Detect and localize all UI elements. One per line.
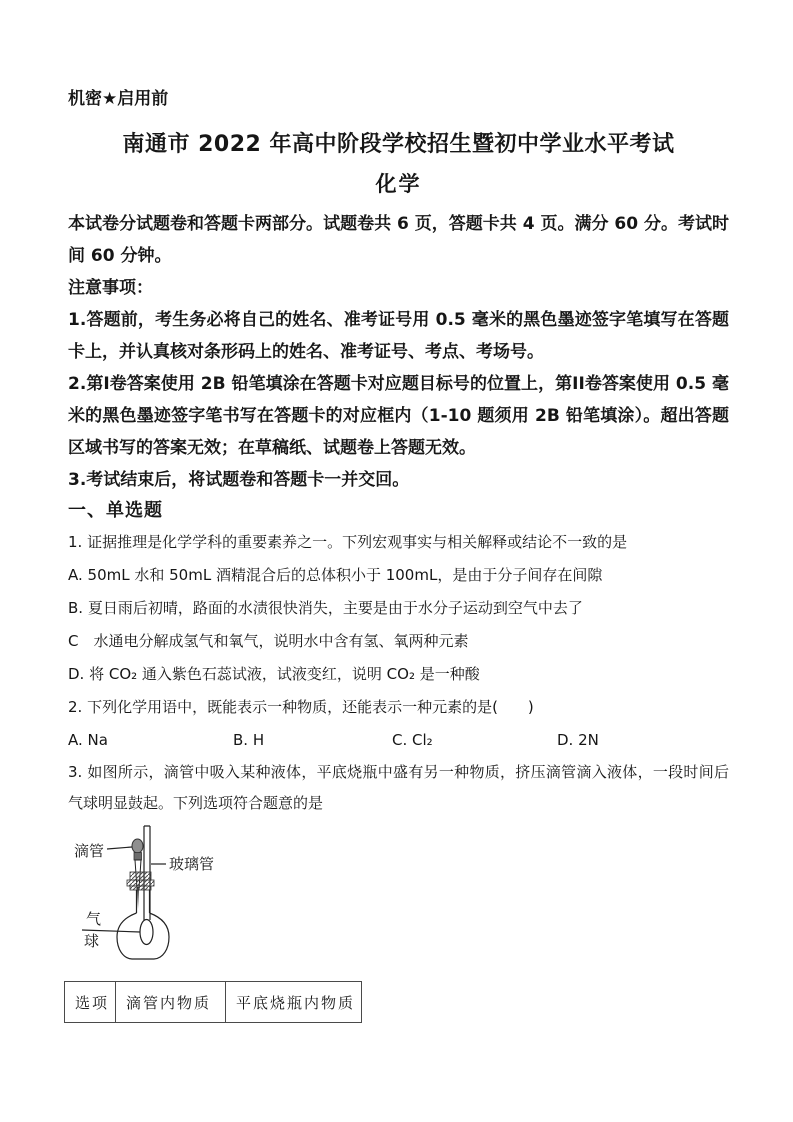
question-2-option-c: C. Cl₂: [392, 731, 433, 749]
flask-apparatus-diagram: [60, 819, 320, 981]
balloon-label-char2: 球: [84, 932, 100, 950]
question-2: [68, 691, 729, 757]
table-header-option: 选项: [65, 982, 116, 1023]
table-header-flask-substance: 平底烧瓶内物质: [226, 982, 362, 1023]
question-2-stem: 2. 下列化学用语中，既能表示一种物质，还能表示一种元素的是( ): [68, 698, 534, 716]
notice-item-3: 3.考试结束后，将试题卷和答题卡一并交回。: [68, 470, 410, 490]
question-1: [68, 526, 729, 691]
stopper-shape: [127, 872, 154, 890]
question-3-options-table: [64, 981, 362, 1023]
question-1-option-d: D. 将 CO₂ 通入紫色石蕊试液，试液变红，说明 CO₂ 是一种酸: [68, 665, 480, 683]
classification-banner: 机密★启用前: [68, 89, 169, 109]
question-2-options-row: [68, 724, 729, 757]
question-3: [68, 757, 729, 1023]
table-header-dropper-substance: 滴管内物质: [116, 982, 226, 1023]
section-heading-single-choice: 一、单选题: [68, 500, 163, 521]
question-2-option-b: B. H: [233, 731, 265, 749]
question-2-option-a: A. Na: [68, 731, 108, 749]
question-1-option-b: B. 夏日雨后初晴，路面的水渍很快消失，主要是由于水分子运动到空气中去了: [68, 599, 583, 617]
question-1-stem: 1. 证据推理是化学学科的重要素养之一。下列宏观事实与相关解释或结论不一致的是: [68, 533, 628, 551]
notice-heading: 注意事项：: [68, 278, 153, 298]
question-3-stem: 3. 如图所示，滴管中吸入某种液体，平底烧瓶中盛有另一种物质，挤压滴管滴入液体，一段时间后气球明显鼓起。下列选项符合题意的是: [68, 763, 729, 812]
exam-intro: 本试卷分试题卷和答题卡两部分。试题卷共 6 页，答题卡共 4 页。满分 60 分。考试时间 60 分钟。: [68, 214, 729, 266]
notice-item-1: 1.答题前，考生务必将自己的姓名、准考证号用 0.5 毫米的黑色墨迹签字笔填写在答题卡上，并认真核对条形码上的姓名、准考证号、考点、考场号。: [68, 310, 729, 362]
glass-tube-label: 玻璃管: [169, 855, 215, 873]
balloon-label-char1: 气: [86, 910, 102, 928]
question-1-option-a: A. 50mL 水和 50mL 酒精混合后的总体积小于 100mL，是由于分子间存在间隙: [68, 566, 603, 584]
exam-title: 南通市 2022 年高中阶段学校招生暨初中学业水平考试: [122, 132, 675, 157]
question-2-option-d: D. 2N: [557, 731, 599, 749]
notice-item-2: 2.第I卷答案使用 2B 铅笔填涂在答题卡对应题目标号的位置上，第II卷答案使用 0.5 毫米的黑色墨迹签字笔书写在答题卡的对应框内（1-10 题须用 2B 铅笔填涂）。超出答题区域书写的答案无效；在草稿纸、试题卷上答题无效。: [68, 374, 729, 458]
table-header-row: [65, 982, 362, 1023]
balloon-shape: [140, 920, 153, 945]
dropper-label: 滴管: [74, 842, 105, 860]
question-1-option-c: C 水通电分解成氢气和氧气，说明水中含有氢、氧两种元素: [68, 632, 469, 650]
exam-subject: 化学: [375, 172, 422, 196]
